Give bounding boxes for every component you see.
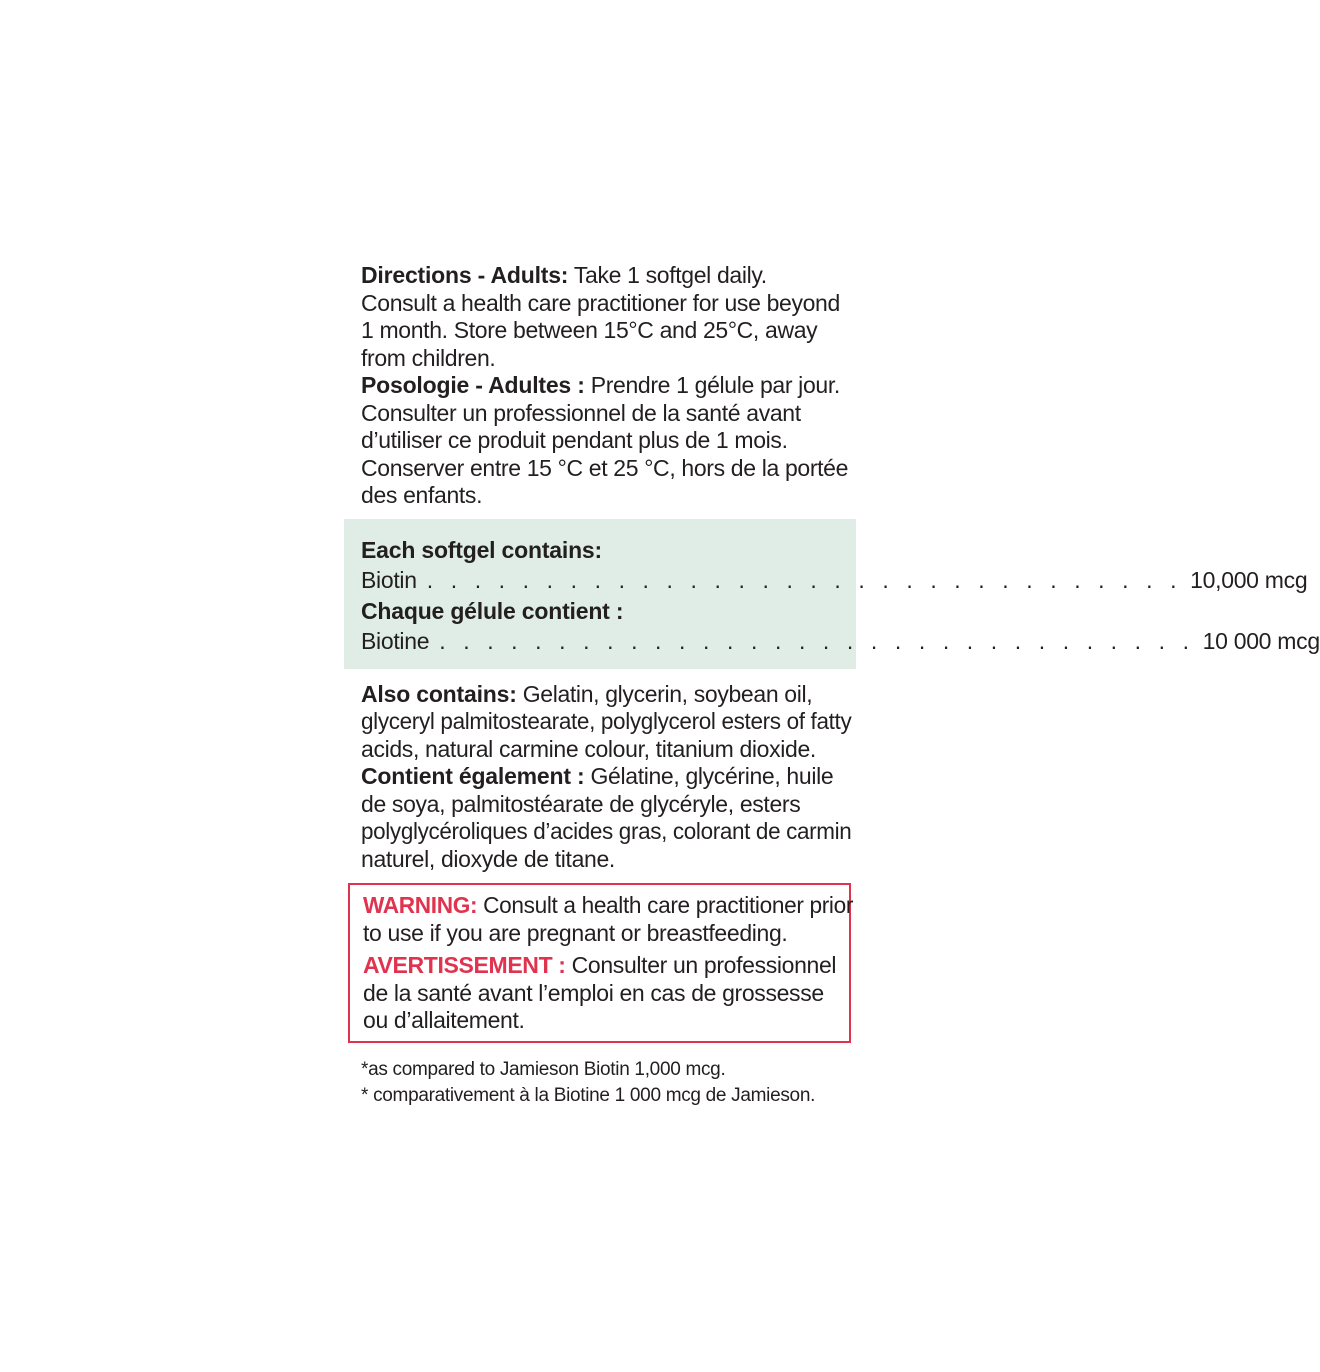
also-fr-line-3: polyglycéroliques d’acides gras, colorant de carmin	[361, 818, 852, 844]
ingredient-name-fr: Biotine	[361, 627, 430, 654]
directions-fr-line-4: Conserver entre 15 °C et 25 °C, hors de la portée	[361, 454, 849, 481]
also-en-label: Also contains:	[361, 680, 517, 707]
directions-fr-line-2: Consulter un professionnel de la santé avant	[361, 399, 801, 426]
warning-en	[363, 892, 853, 947]
also-fr-line-4: naturel, dioxyde de titane.	[361, 845, 615, 872]
directions-en-label: Directions - Adults:	[361, 262, 569, 288]
ingredient-amount-en: 10,000 mcg	[1190, 566, 1308, 593]
directions-fr-line-1: Posologie - Adultes : Prendre 1 gélule par jour.	[361, 372, 840, 398]
directions-en-line-4: from children.	[361, 344, 496, 371]
contains-heading-en: Each softgel contains:	[361, 536, 602, 563]
warning-fr-line-2: de la santé avant l’emploi en cas de grossesse	[363, 979, 824, 1006]
ingredient-amount-fr: 10 000 mcg	[1202, 627, 1320, 654]
warning-box	[348, 883, 854, 1043]
warning-en-line-1: WARNING: Consult a health care practitioner prior	[363, 892, 854, 918]
footnote-en: *as compared to Jamieson Biotin 1,000 mcg.	[361, 1059, 726, 1080]
medicinal-ingredients-box	[344, 519, 1320, 669]
ingredient-row-fr	[361, 626, 1320, 657]
directions-en-line-2: Consult a health care practitioner for use beyond	[361, 289, 840, 316]
ingredient-row-en	[361, 565, 1308, 596]
product-label-panel	[344, 262, 1320, 1109]
warning-fr-line-1: AVERTISSEMENT : Consulter un professionnel	[363, 952, 837, 978]
dot-leader: . . . . . . . . . . . . . . . . . . . . . . . . . . . . . . . .	[426, 566, 1183, 593]
also-fr-line-1: Contient également : Gélatine, glycérine, huile	[361, 763, 834, 789]
directions-fr-label: Posologie - Adultes :	[361, 372, 585, 398]
directions-fr-line-3: d’utiliser ce produit pendant plus de 1 mois.	[361, 427, 788, 453]
contains-heading-fr: Chaque gélule contient :	[361, 597, 624, 624]
directions-fr-line-5: des enfants.	[361, 482, 483, 508]
footnotes	[361, 1057, 856, 1109]
also-fr-line-2: de soya, palmitostéarate de glycéryle, esters	[361, 790, 801, 817]
also-en-line-3: acids, natural carmine colour, titanium dioxide.	[361, 735, 816, 762]
warning-fr-line-3: ou d’allaitement.	[363, 1007, 525, 1033]
also-fr-label: Contient également :	[361, 763, 585, 789]
directions-section	[361, 262, 851, 510]
directions-en-line-3: 1 month. Store between 15°C and 25°C, away	[361, 317, 818, 343]
dot-leader: . . . . . . . . . . . . . . . . . . . . . . . . . . . . . . . .	[439, 627, 1195, 654]
warning-en-label: WARNING:	[363, 892, 478, 918]
also-en-line-2: glyceryl palmitostearate, polyglycerol esters of fatty	[361, 708, 852, 734]
also-en-line-1: Also contains: Gelatin, glycerin, soybean oil,	[361, 680, 813, 707]
warning-fr-label: AVERTISSEMENT :	[363, 952, 566, 978]
directions-en-line-1: Directions - Adults: Take 1 softgel daily.	[361, 262, 767, 288]
warning-fr	[363, 952, 853, 1035]
ingredient-name-en: Biotin	[361, 566, 417, 593]
non-medicinal-ingredients-section	[361, 681, 851, 874]
warning-en-line-2: to use if you are pregnant or breastfeeding.	[363, 919, 788, 946]
footnote-fr: * comparativement à la Biotine 1 000 mcg de Jamieson.	[361, 1085, 816, 1106]
